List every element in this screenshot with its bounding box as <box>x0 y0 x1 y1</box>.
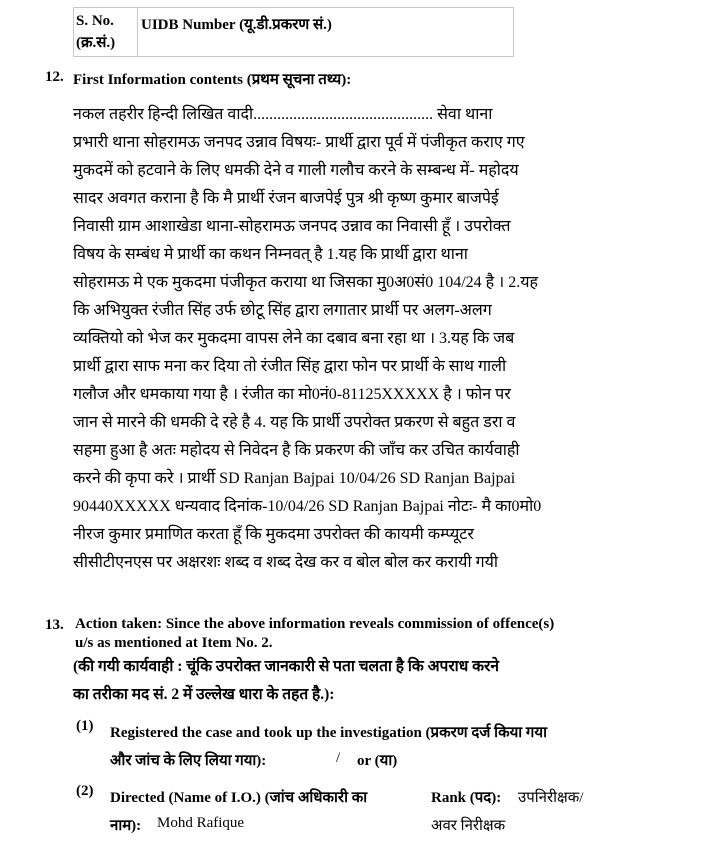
fir-line: विषय के सम्बंध मे प्रार्थी का कथन निम्नवत् है 1.यह कि प्रार्थी द्वारा थाना <box>73 246 468 263</box>
fir-line: सीसीटीएनएस पर अक्षरशः शब्द व शब्द देख कर व बोल बोल कर करायी गयी <box>73 554 499 571</box>
sub-1-number: (1) <box>76 718 94 734</box>
fir-line: गलौज और धमकाया गया है । रंजीत का मो0नं0-81125XXXXX है । फोन पर <box>73 386 511 403</box>
io-label-2: नाम): <box>110 818 142 834</box>
fir-line: नीरज कुमार प्रमाणित करता हूँ कि मुकदमा उपरोक्त की कायमी कम्प्यूटर <box>73 526 474 543</box>
fir-line: निवासी ग्राम आशाखेडा थाना-सोहरामऊ जनपद उन्नाव का निवासी हूँ । उपरोक्त <box>73 218 511 235</box>
sno-label: S. No. <box>76 13 114 29</box>
sub-1-line-1: Registered the case and took up the investigation (प्रकरण दर्ज किया गया <box>110 725 547 741</box>
item-13-hindi-2: का तरीका मद सं. 2 में उल्लेख धारा के तहत है.): <box>73 686 335 703</box>
fir-line: नकल तहरीर हिन्दी लिखित वादी............................................. सेवा थाना <box>73 106 493 123</box>
sub-2-number: (2) <box>76 783 94 799</box>
sno-cell <box>74 8 138 57</box>
sub-1-or: or (या) <box>357 753 398 769</box>
item-12-heading: First Information contents (प्रथम सूचना तथ्य): <box>73 72 352 88</box>
sub-1-line-2: और जांच के लिए लिया गया): <box>110 753 267 769</box>
sno-label-hindi: (क्र.सं.) <box>76 35 116 51</box>
item-13-number: 13. <box>45 617 64 633</box>
fir-line: सादर अवगत कराना है कि मै प्रार्थी रंजन बाजपेई पुत्र श्री कृष्ण कुमार बाजपेई <box>73 190 499 207</box>
io-name: Mohd Rafique <box>157 815 245 831</box>
fir-line: कि अभियुक्त रंजीत सिंह उर्फ छोटू सिंह द्वारा लगातार प्रार्थी पर अलग-अलग <box>73 302 492 319</box>
fir-line: प्रार्थी द्वारा साफ मना कर दिया तो रंजीत सिंह द्वारा फोन पर प्रार्थी के साथ गाली <box>73 358 507 375</box>
fir-line: 90440XXXXX धन्यवाद दिनांक-10/04/26 SD Ranjan Bajpai नोटः- मै का0मो0 <box>73 498 542 515</box>
fir-line: करने की कृपा करे । प्रार्थी SD Ranjan Bajpai 10/04/26 SD Ranjan Bajpai <box>73 470 516 487</box>
uidb-cell <box>138 8 514 57</box>
rank-value-2: अवर निरीक्षक <box>431 818 506 834</box>
item-12-number: 12. <box>45 69 64 85</box>
item-13-heading-1: Action taken: Since the above information reveals commission of offence(s) <box>75 616 555 632</box>
fir-line: जान से मारने की धमकी दे रहे है 4. यह कि प्रार्थी उपरोक्त प्रकरण से बहुत डरा व <box>73 414 516 431</box>
fir-line: व्यक्तियो को भेज कर मुकदमा वापस लेने का दबाव बना रहा था । 3.यह कि जब <box>73 330 515 347</box>
header-table <box>73 7 514 57</box>
rank-value-1: उपनिरीक्षक/ <box>518 790 584 806</box>
uidb-label: UIDB Number (यू.डी.प्रकरण सं.) <box>141 17 332 33</box>
item-13-hindi-1: (की गयी कार्यवाही : चूंकि उपरोक्त जानकारी से पता चलता है कि अपराध करने <box>73 658 499 675</box>
fir-line: मुकदमें को हटवाने के लिए धमकी देने व गाली गलौच करने के सम्बन्ध में- महोदय <box>73 162 519 179</box>
rank-label: Rank (पद): <box>431 790 502 806</box>
fir-line: सोहरामऊ मे एक मुकदमा पंजीकृत कराया था जिसका मु0अ0सं0 104/24 है । 2.यह <box>73 274 538 291</box>
io-label-1: Directed (Name of I.O.) (जांच अधिकारी का <box>110 790 368 806</box>
fir-line: सहमा हुआ है अतः महोदय से निवेदन है कि प्रकरण की जाँच कर उचित कार्यवाही <box>73 442 520 459</box>
fir-line: प्रभारी थाना सोहरामऊ जनपद उन्नाव विषयः- प्रार्थी द्वारा पूर्व में पंजीकृत कराए गए <box>73 134 525 151</box>
sub-1-slash: / <box>336 750 341 766</box>
item-13-heading-2: u/s as mentioned at Item No. 2. <box>75 635 273 651</box>
